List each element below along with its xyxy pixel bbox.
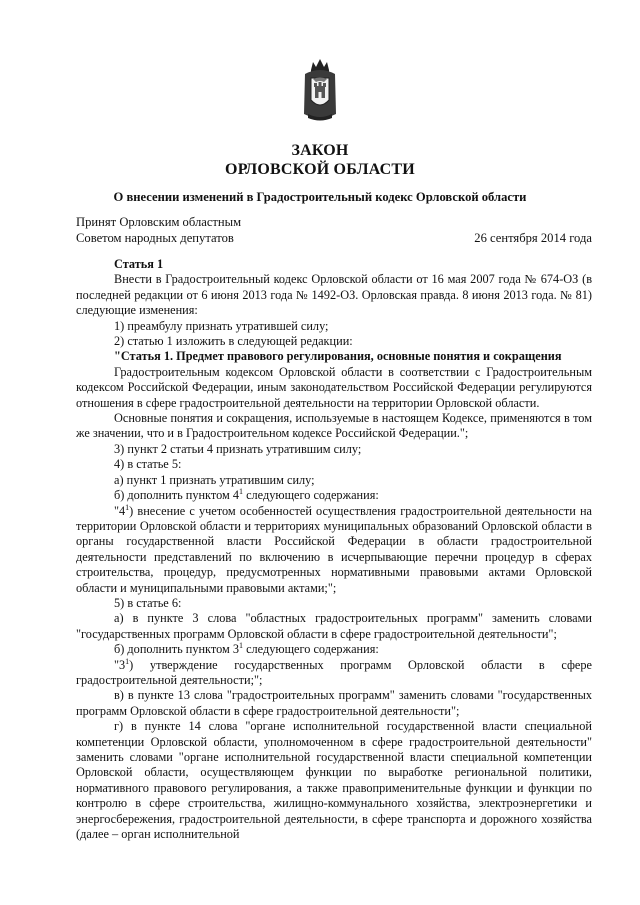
article-heading: "Статья 1. Предмет правового регулирования, основные понятия и сокращения: [114, 349, 562, 364]
paragraph-text: "4: [114, 503, 126, 518]
paragraph-text: б) дополнить пунктом 3: [114, 642, 240, 657]
coat-of-arms-icon: [302, 56, 338, 124]
superscript: 1: [239, 487, 244, 496]
paragraph-text: "3: [114, 657, 126, 672]
paragraph-text: б) дополнить пунктом 4: [114, 488, 240, 503]
adopted-by-line1: Принят Орловским областным: [76, 215, 242, 229]
paragraph: Основные понятия и сокращения, используемые в настоящем Кодексе, применяются в том же значении, что и в Градостроительном кодексе Российской Федерации.";: [76, 411, 592, 441]
paragraph-text: следующего содержания:: [243, 642, 379, 657]
superscript: 1: [125, 502, 130, 512]
paragraph-text: следующего содержания:: [243, 488, 379, 503]
adoption-block: [76, 215, 592, 246]
paragraph: [76, 658, 592, 689]
law-title: ЗАКОН: [291, 142, 349, 159]
paragraph: Градостроительным кодексом Орловской области в соответствии с Градостроительным кодексом Российской Федерации, иным законодательством Российской Федерации регулируются отношения в сфере градостроительной деятельности на территории Орловской области.: [76, 364, 592, 410]
paragraph: 5) в статье 6:: [114, 595, 182, 610]
region-title: ОРЛОВСКОЙ ОБЛАСТИ: [225, 161, 415, 178]
paragraph: а) пункт 1 признать утратившим силу;: [114, 472, 315, 487]
adoption-date: 26 сентября 2014 года: [474, 230, 592, 245]
law-subtitle: О внесении изменений в Градостроительный кодекс Орловской области: [113, 190, 527, 204]
law-body: [76, 257, 592, 842]
paragraph: [76, 642, 592, 657]
paragraph: 2) статью 1 изложить в следующей редакции:: [114, 334, 353, 349]
superscript: 1: [239, 641, 244, 651]
paragraph: 4) в статье 5:: [114, 457, 182, 472]
paragraph: 1) преамбулу признать утратившей силу;: [114, 318, 329, 333]
superscript: 1: [125, 656, 130, 666]
paragraph: г) в пункте 14 слова "органе исполнительной государственной власти специальной компетенции Орловской области, уполномоченном в сфере градостроительной деятельности" заменить словами "органе исполнительной государственной власти специальной компетенции Орловской области, осуществляющем функции по выработке региональной политики, нормативного правового регулирования, а также правоприменительные функции и функции по контролю в сфере строительства, жилищно-коммунального хозяйства, электроэнергетики и энергосбережения, градостроительной деятельности, в сфере транспорта и дорожного хозяйства (далее – орган исполнительной: [76, 719, 592, 842]
article-title: Статья 1: [114, 257, 164, 271]
paragraph: Внести в Градостроительный кодекс Орловской области от 16 мая 2007 года № 674-ОЗ (в последней редакции от 6 июня 2013 года № 1492-ОЗ. Орловская правда. 8 июня 2013 года. № 81) следующие изменения:: [76, 272, 592, 318]
adopted-by-line2: Советом народных депутатов: [76, 230, 234, 245]
paragraph: [76, 488, 592, 503]
paragraph: [76, 504, 592, 596]
paragraph-text: ) утверждение государственных программ Орловской области в сфере градостроительной деятельности;";: [76, 657, 592, 687]
paragraph-text: ) внесение с учетом особенностей осуществления градостроительной деятельности на территории Орловской области и территориях муниципальных образований Орловской области в органы государственной власти Российской Федерации в области градостроительной деятельности представлений по включению в исчерпывающие перечни процедур в сферах строительства, процедур, предусмотренных нормативными правовыми актами Орловской области и муниципальными правовыми актами;";: [76, 503, 592, 595]
paragraph: 3) пункт 2 статьи 4 признать утратившим силу;: [114, 441, 362, 456]
paragraph: а) в пункте 3 слова "областных градостроительных программ" заменить словами "государственных программ Орловской области в сфере градостроительной деятельности";: [76, 611, 592, 641]
paragraph: в) в пункте 13 слова "градостроительных программ" заменить словами "государственных программ Орловской области в сфере градостроительной деятельности";: [76, 688, 592, 718]
